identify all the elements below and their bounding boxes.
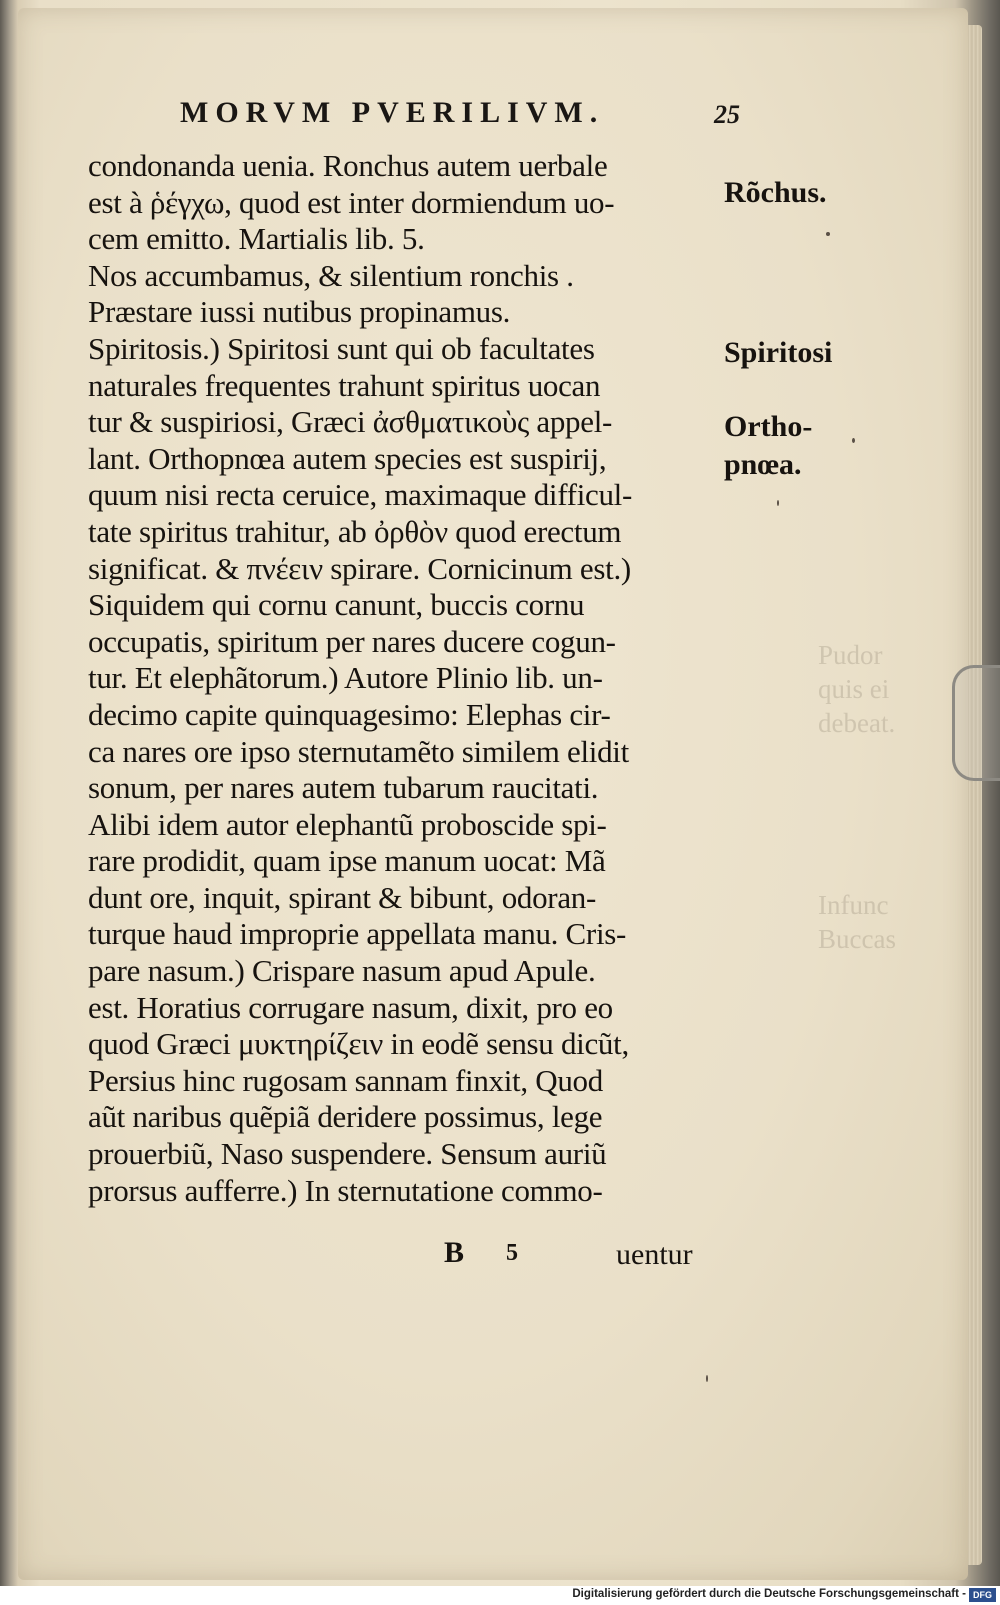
text-line: decimo capite quinquagesimo: Elephas cir-	[88, 696, 611, 732]
margin-note-ronchus: Rõchus.	[724, 176, 827, 209]
text-line: Siquidem qui cornu canunt, buccis cornu	[88, 587, 585, 623]
digitization-credit-bar	[0, 1586, 1000, 1605]
dfg-logo: DFG	[969, 1588, 996, 1602]
body-text	[88, 148, 728, 1209]
text-line: pare nasum.) Crispare nasum apud Apule.	[88, 953, 596, 989]
paper-speck	[826, 232, 830, 236]
paper-speck	[852, 438, 855, 443]
text-line: condonanda uenia. Ronchus autem uerbale	[88, 148, 608, 183]
text-line: tur. Et elephãtorum.) Autore Plinio lib. un-	[88, 660, 603, 696]
text-line: turque haud improprie appellata manu. Cris-	[88, 916, 627, 952]
bleed-through-text: Pudor quis ei debeat.	[818, 640, 896, 738]
text-line: tate spiritus trahitur, ab ὀρθὸν quod erectum	[88, 513, 622, 549]
page-header	[180, 96, 740, 136]
margin-note-ortho: Ortho-	[724, 410, 813, 443]
text-line: lant. Orthopnœa autem species est suspirij,	[88, 440, 607, 476]
page-footer	[88, 1236, 728, 1276]
margin-note-pnoea: pnœa.	[724, 448, 802, 481]
text-line: rare prodidit, quam ipse manum uocat: Mã	[88, 843, 606, 879]
margin-note-spiritosi: Spiritosi	[724, 336, 833, 369]
text-line: dunt ore, inquit, spirant & bibunt, odoran-	[88, 879, 597, 915]
text-line: tur & suspiriosi, Græci ἀσθματικοὺς appel-	[88, 404, 613, 440]
text-line: est. Horatius corrugare nasum, dixit, pro eo	[88, 989, 613, 1025]
text-line: prouerbiũ, Naso suspendere. Sensum auriũ	[88, 1136, 607, 1172]
text-line: significat. & πνέειν spirare. Cornicinum est.)	[88, 550, 631, 586]
text-line: Spiritosis.) Spiritosi sunt qui ob facultates	[88, 330, 595, 366]
page-number: 25	[714, 100, 740, 129]
text-line: Præstare iussi nutibus propinamus.	[88, 294, 511, 330]
text-line: Alibi idem autor elephantũ proboscide spi-	[88, 806, 607, 842]
text-line: naturales frequentes trahunt spiritus uocan	[88, 367, 601, 403]
text-line: ca nares ore ipso sternutamẽto similem elidit	[88, 733, 629, 769]
text-line: Nos accumbamus, & silentium ronchis .	[88, 257, 574, 293]
signature-number: 5	[506, 1240, 518, 1266]
paper-speck	[706, 1375, 708, 1382]
text-line: sonum, per nares autem tubarum raucitati.	[88, 770, 599, 806]
text-line: Persius hinc rugosam sannam finxit, Quod	[88, 1062, 603, 1098]
text-line: prorsus aufferre.) In sternutatione commo-	[88, 1172, 603, 1208]
catchword: uentur	[616, 1238, 693, 1271]
page-clip	[952, 665, 1000, 781]
paper-speck	[777, 500, 779, 506]
bleed-through-text: Infunc Buccas	[818, 890, 896, 954]
signature-mark: B	[444, 1236, 465, 1269]
text-line: quod Græci μυκτηρίζειν in eodẽ sensu dicũt,	[88, 1026, 629, 1062]
text-line: quum nisi recta ceruice, maximaque difficul-	[88, 477, 633, 513]
running-title: MORVM PVERILIVM.	[180, 96, 605, 129]
text-line: occupatis, spiritum per nares ducere cogun-	[88, 623, 616, 659]
text-line: est à ῥέγχω, quod est inter dormiendum uo-	[88, 184, 615, 220]
text-line: aũt naribus quẽpiã deridere possimus, lege	[88, 1099, 603, 1135]
credit-text: Digitalisierung gefördert durch die Deutsche Forschungsgemeinschaft -	[572, 1588, 966, 1600]
text-line: cem emitto. Martialis lib. 5.	[88, 221, 425, 257]
